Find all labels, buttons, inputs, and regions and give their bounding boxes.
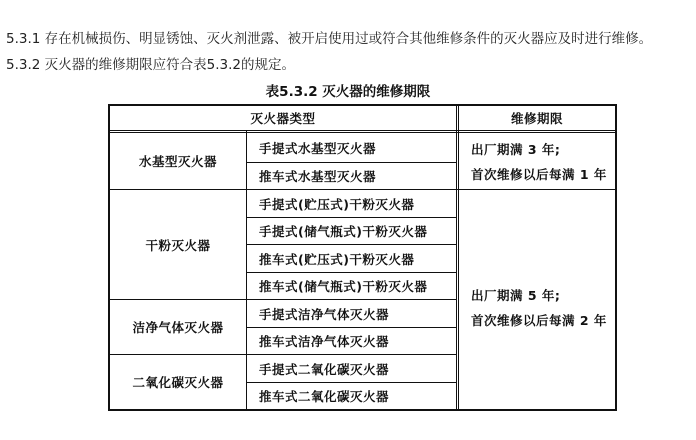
item-wheeled-cartridge-powder: 推车式(储气瓶式)干粉灭火器 [259, 279, 428, 294]
period-line-2: 首次维修以后每满 1 年 [471, 166, 607, 182]
item-wheeled-co2: 推车式二氧化碳灭火器 [259, 389, 390, 404]
table-caption: 表5.3.2 灭火器的维修期限 [265, 84, 431, 100]
item-portable-co2: 手提式二氧化碳灭火器 [259, 361, 390, 377]
item-wheeled-stored-pressure-powder: 推车式(贮压式)干粉灭火器 [259, 251, 415, 267]
item-portable-stored-pressure-powder: 手提式(贮压式)干粉灭火器 [259, 196, 415, 212]
period-water-based [459, 133, 615, 189]
category-clean-agent: 洁净气体灭火器 [132, 320, 224, 335]
paragraph-5-3-2: 5.3.2 灭火器的维修期限应符合表5.3.2的规定。 [6, 57, 295, 73]
paragraph-5-3-1: 5.3.1 存在机械损伤、明显锈蚀、灭火剂泄露、被开启使用过或符合其他维修条件的灭火器应及时进行维修。 [6, 31, 653, 47]
maintenance-period-table [108, 104, 617, 411]
item-portable-water-based: 手提式水基型灭火器 [259, 140, 377, 156]
period-line-2: 首次维修以后每满 2 年 [471, 313, 607, 328]
category-water-based: 水基型灭火器 [138, 154, 217, 169]
header-extinguisher-type: 灭火器类型 [250, 111, 316, 126]
item-wheeled-water-based: 推车式水基型灭火器 [259, 169, 377, 184]
item-portable-clean-agent: 手提式洁净气体灭火器 [259, 306, 390, 322]
category-co2: 二氧化碳灭火器 [132, 375, 224, 390]
period-line-1: 出厂期满 3 年; [471, 141, 561, 157]
period-line-1: 出厂期满 5 年; [471, 288, 561, 303]
category-dry-powder: 干粉灭火器 [145, 237, 211, 253]
item-wheeled-clean-agent: 推车式洁净气体灭火器 [259, 334, 390, 349]
item-portable-cartridge-powder: 手提式(储气瓶式)干粉灭火器 [259, 224, 428, 239]
header-maintenance-period: 维修期限 [510, 111, 563, 126]
period-others [459, 190, 615, 409]
